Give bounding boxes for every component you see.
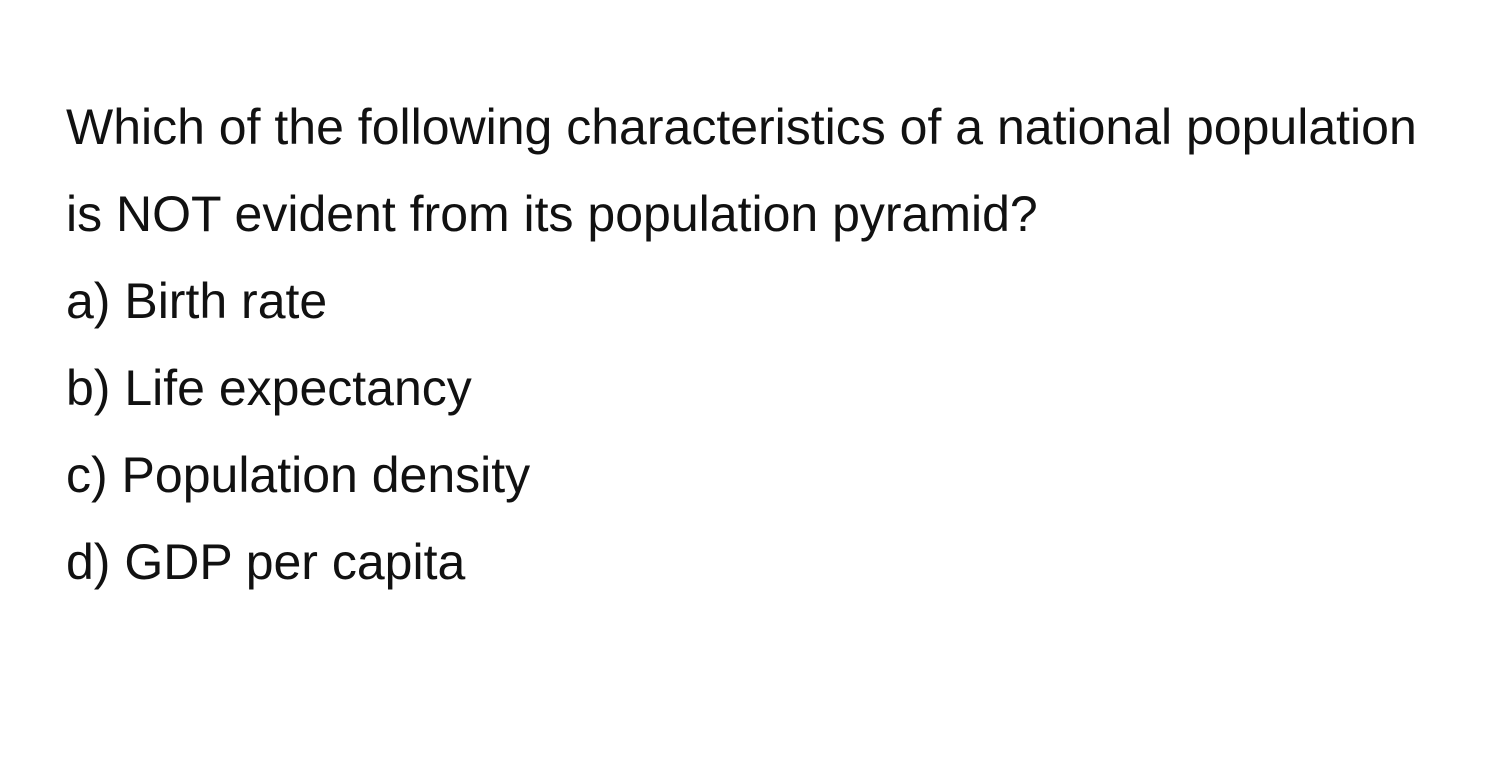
answer-options-list (66, 258, 1446, 606)
option-d: d) GDP per capita (66, 534, 466, 590)
question-card (66, 84, 1446, 606)
option-b: b) Life expectancy (66, 360, 472, 416)
option-c: c) Population density (66, 447, 531, 503)
option-a: a) Birth rate (66, 273, 328, 329)
question-text: Which of the following characteristics of a national population is NOT evident from its population pyramid? (66, 99, 1417, 242)
